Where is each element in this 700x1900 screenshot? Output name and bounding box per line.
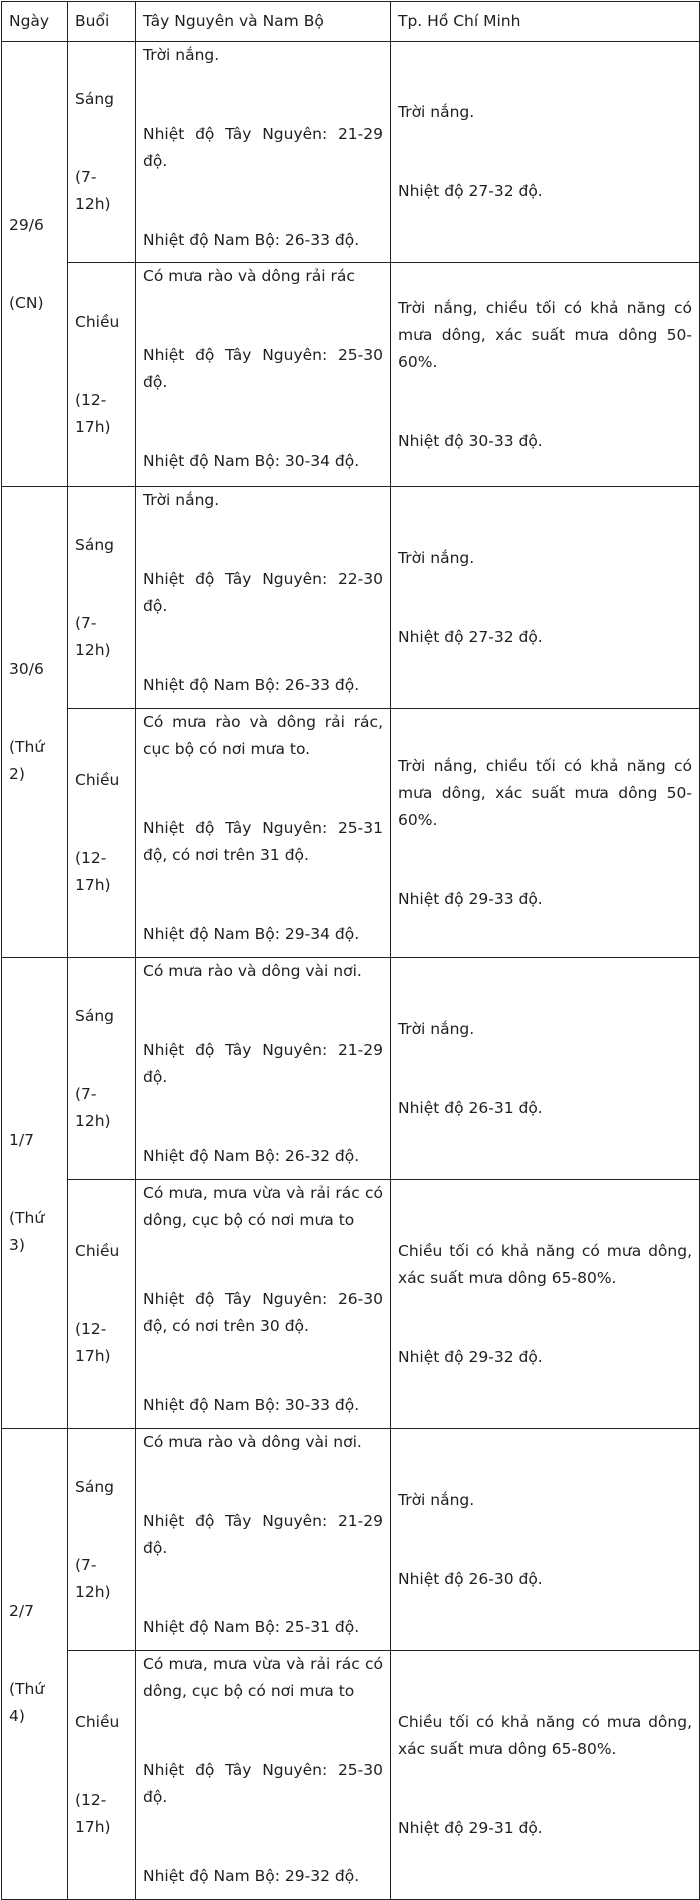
region-forecast-line: Nhiệt độ Nam Bộ: 30-33 độ.	[143, 1396, 360, 1414]
table-header-row	[2, 2, 700, 42]
session-cell	[68, 487, 136, 709]
city-forecast-line: Nhiệt độ 26-31 độ.	[398, 1098, 543, 1117]
region-forecast-line: Có mưa rào và dông rải rác	[143, 267, 355, 285]
region-forecast-line: Có mưa rào và dông rải rác, cục bộ có nơi mưa to.	[143, 713, 383, 758]
region-forecast-line: Nhiệt độ Nam Bộ: 29-34 độ.	[143, 925, 360, 943]
session-name: Chiều	[75, 771, 120, 789]
session-cell	[68, 1180, 136, 1429]
day-date: 1/7	[9, 1131, 34, 1149]
region-forecast	[136, 709, 391, 958]
session-name: Sáng	[75, 1477, 114, 1496]
session-time: (7-12h)	[75, 1555, 111, 1601]
session-name: Sáng	[75, 90, 114, 108]
region-forecast-line: Nhiệt độ Tây Nguyên: 26-30 độ, có nơi trên 30 độ.	[143, 1290, 383, 1335]
session-name: Chiều	[75, 1713, 120, 1731]
day-cell	[2, 42, 68, 487]
region-forecast-line: Có mưa, mưa vừa và rải rác có dông, cục bộ có nơi mưa to	[143, 1655, 383, 1700]
table-row	[2, 1180, 700, 1429]
city-forecast-line: Trời nắng.	[398, 548, 475, 567]
city-forecast-line: Chiều tối có khả năng có mưa dông, xác suất mưa dông 65-80%.	[398, 1712, 692, 1758]
city-forecast-line: Nhiệt độ 29-31 độ.	[398, 1818, 543, 1837]
city-forecast	[391, 1180, 700, 1429]
table-row	[2, 263, 700, 487]
session-cell	[68, 1429, 136, 1651]
table-row	[2, 1429, 700, 1651]
session-time: (12-17h)	[75, 390, 111, 436]
city-forecast-line: Nhiệt độ 27-32 độ.	[398, 182, 543, 200]
region-forecast-line: Nhiệt độ Nam Bộ: 25-31 độ.	[143, 1618, 360, 1636]
region-forecast-line: Nhiệt độ Tây Nguyên: 25-31 độ, có nơi trên 31 độ.	[143, 819, 383, 864]
header-city: Tp. Hồ Chí Minh	[391, 2, 700, 42]
city-forecast	[391, 487, 700, 709]
region-forecast	[136, 958, 391, 1180]
table-row	[2, 709, 700, 958]
session-name: Sáng	[75, 1006, 114, 1025]
region-forecast-line: Trời nắng.	[143, 46, 220, 64]
city-forecast-line: Nhiệt độ 30-33 độ.	[398, 431, 543, 450]
session-time: (12-17h)	[75, 1791, 111, 1836]
day-weekday: (Thứ 2)	[9, 738, 45, 783]
weather-forecast-table	[1, 1, 700, 1900]
day-date: 30/6	[9, 660, 44, 678]
table-row	[2, 42, 700, 263]
session-cell	[68, 958, 136, 1180]
session-time: (7-12h)	[75, 1084, 111, 1130]
region-forecast	[136, 42, 391, 263]
session-name: Chiều	[75, 312, 120, 331]
region-forecast-line: Có mưa rào và dông vài nơi.	[143, 1433, 362, 1451]
region-forecast	[136, 1651, 391, 1900]
session-time: (12-17h)	[75, 1320, 111, 1365]
city-forecast-line: Chiều tối có khả năng có mưa dông, xác suất mưa dông 65-80%.	[398, 1241, 692, 1287]
session-time: (7-12h)	[75, 613, 111, 659]
region-forecast	[136, 263, 391, 487]
header-session: Buổi	[68, 2, 136, 42]
day-cell	[2, 487, 68, 958]
day-date: 29/6	[9, 215, 44, 234]
session-name: Chiều	[75, 1242, 120, 1260]
day-weekday: (Thứ 4)	[9, 1680, 45, 1725]
region-forecast-line: Nhiệt độ Nam Bộ: 26-33 độ.	[143, 231, 360, 249]
region-forecast-line: Nhiệt độ Nam Bộ: 26-33 độ.	[143, 676, 360, 694]
city-forecast-line: Nhiệt độ 29-32 độ.	[398, 1347, 543, 1366]
session-cell	[68, 709, 136, 958]
region-forecast-line: Nhiệt độ Tây Nguyên: 25-30 độ.	[143, 1761, 383, 1806]
region-forecast-line: Có mưa, mưa vừa và rải rác có dông, cục bộ có nơi mưa to	[143, 1184, 383, 1229]
region-forecast-line: Nhiệt độ Tây Nguyên: 22-30 độ.	[143, 570, 383, 615]
region-forecast-line: Nhiệt độ Tây Nguyên: 21-29 độ.	[143, 125, 383, 170]
region-forecast-line: Nhiệt độ Tây Nguyên: 25-30 độ.	[143, 346, 383, 391]
table-row	[2, 1651, 700, 1900]
session-cell	[68, 263, 136, 487]
day-cell	[2, 958, 68, 1429]
region-forecast-line: Nhiệt độ Tây Nguyên: 21-29 độ.	[143, 1041, 383, 1086]
session-time: (7-12h)	[75, 168, 111, 213]
region-forecast-line: Nhiệt độ Nam Bộ: 29-32 độ.	[143, 1867, 360, 1885]
city-forecast-line: Nhiệt độ 26-30 độ.	[398, 1569, 543, 1588]
city-forecast-line: Trời nắng.	[398, 1019, 475, 1038]
city-forecast	[391, 709, 700, 958]
session-cell	[68, 1651, 136, 1900]
city-forecast-line: Nhiệt độ 29-33 độ.	[398, 890, 543, 908]
city-forecast	[391, 958, 700, 1180]
session-time: (12-17h)	[75, 849, 111, 894]
city-forecast	[391, 1651, 700, 1900]
region-forecast-line: Có mưa rào và dông vài nơi.	[143, 962, 362, 980]
region-forecast	[136, 487, 391, 709]
header-day: Ngày	[2, 2, 68, 42]
city-forecast-line: Trời nắng, chiều tối có khả năng có mưa dông, xác suất mưa dông 50-60%.	[398, 757, 692, 829]
table-row	[2, 958, 700, 1180]
region-forecast	[136, 1180, 391, 1429]
city-forecast	[391, 42, 700, 263]
session-cell	[68, 42, 136, 263]
day-cell	[2, 1429, 68, 1900]
region-forecast	[136, 1429, 391, 1651]
city-forecast-line: Trời nắng, chiều tối có khả năng có mưa dông, xác suất mưa dông 50-60%.	[398, 298, 692, 371]
day-weekday: (CN)	[9, 293, 44, 312]
region-forecast-line: Trời nắng.	[143, 491, 220, 509]
city-forecast	[391, 263, 700, 487]
city-forecast-line: Nhiệt độ 27-32 độ.	[398, 627, 543, 646]
header-region: Tây Nguyên và Nam Bộ	[136, 2, 391, 42]
session-name: Sáng	[75, 535, 114, 554]
city-forecast-line: Trời nắng.	[398, 1490, 475, 1509]
table-row	[2, 487, 700, 709]
region-forecast-line: Nhiệt độ Nam Bộ: 26-32 độ.	[143, 1147, 360, 1165]
region-forecast-line: Nhiệt độ Nam Bộ: 30-34 độ.	[143, 452, 360, 470]
city-forecast-line: Trời nắng.	[398, 103, 475, 121]
city-forecast	[391, 1429, 700, 1651]
day-weekday: (Thứ 3)	[9, 1209, 45, 1254]
day-date: 2/7	[9, 1602, 34, 1620]
region-forecast-line: Nhiệt độ Tây Nguyên: 21-29 độ.	[143, 1512, 383, 1557]
